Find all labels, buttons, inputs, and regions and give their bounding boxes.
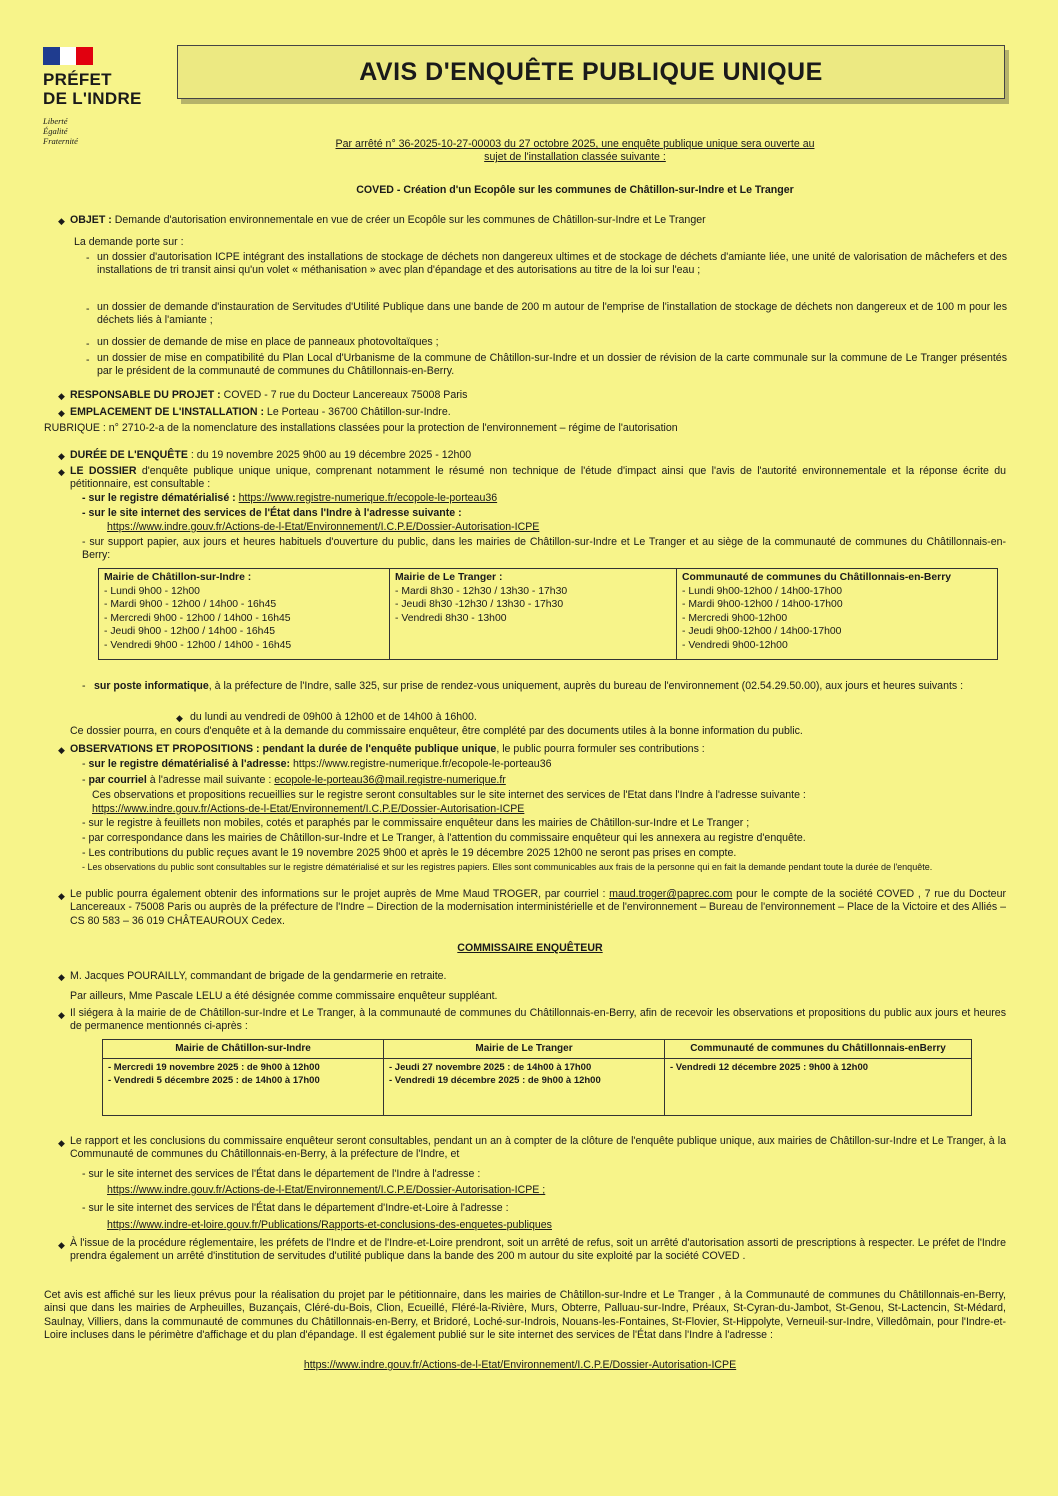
dossier-registre-label: - sur le registre dématérialisé : [82,492,239,504]
info-text-2: pour le compte de la société COVED , 7 rue du Docteur Lancereaux - 75008 Paris ou auprès de la préfecture de l'Indre – Direction de la modernisation interministérielle et de l'environnement – Bureau de l'environnement – Place de la Victoire et des Alliés – CS 80 583 – 36 019 CHÂTEAUROUX Cedex. [70,888,1006,927]
observations-feuillets-text: sur le registre à feuillets non mobiles, cotés et paraphés par le commissaire enquêteur dans les mairies de Châtillon-sur-Indre et Le Tranger ; [88,817,750,829]
hours-row: - Vendredi 9h00-12h00 [682,639,788,651]
objet-intro: La demande porte sur : [74,236,184,248]
poste-text: , à la préfecture de l'Indre, salle 325, sur prise de rendez-vous uniquement, auprès du bureau de l'environnement (02.54.29.50.00), aux jours et heures suivants : [208,680,964,692]
motto-fraternite: Fraternité [43,136,78,146]
observations-publication: Ces observations et propositions recueillies sur le registre seront consultables sur le site internet des services de l'Etat dans l'Indre à l'adresse suivante : [92,789,806,801]
rapport-indre-label: sur le site internet des services de l'État dans le département de l'Indre à l'adresse : [88,1168,481,1180]
diamond-bullet-icon: ◆ [58,972,65,982]
intro-line-1: Par arrêté n° 36-2025-10-27-00003 du 27 octobre 2025, une enquête publique unique sera ouverte au [335,138,815,150]
hours-row: - Vendredi 9h00 - 12h00 / 14h00 - 16h45 [104,639,292,651]
objet-label: OBJET : [70,214,112,226]
affichage-text: Cet avis est affiché sur les lieux prévus pour la réalisation du projet par le pétitionnaire, dans les mairies de Châtillon-sur-Indre et Le Tranger , à la Communauté de communes du Châtillonnais-en-Berry, ainsi que dans les mairies de Arpheuilles, Buzançais, Cléré-du-Bois, Clion, Ecueillé, Fléré-la-Rivière, Murs, Obterre, Palluau-sur-Indre, Préaux, St-Cyran-du-Jambot, St-Genou, St-Lactencin, St-Médard, Saulnay, Villiers, dans la communauté de communes du Châtillonnais-en-Berry, et Bridoré, Loché-sur-Indrois, Nouans-les-Fontaines, St-Flovier, St-Hippolyte, Verneuil-sur-Indre, Villedômain, pour l'Indre-et-Loire incluses dans le périmètre d'affichage et du plan d'épandage. Il est également publié sur le site internet des services de l'État dans l'Indre à l'adresse : [44,1289,1006,1342]
diamond-bullet-icon: ◆ [58,391,65,401]
observations-correspondance: - par correspondance dans les mairies de Châtillon-sur-Indre et Le Tranger, à l'attention du commissaire enquêteur qui les annexera au registre d'enquête. [82,832,806,844]
brand-line-1: PRÉFET [43,70,112,89]
permanence-row: - Vendredi 12 décembre 2025 : 9h00 à 12h00 [670,1061,869,1073]
motto-liberte: Liberté [43,116,68,126]
opening-hours-table [98,568,998,660]
hours-row: - Mardi 9h00-12h00 / 14h00-17h00 [682,599,843,610]
dash-icon: - [82,680,86,692]
intro-line-2: sujet de l'installation classée suivante : [484,151,666,164]
hours-row: - Jeudi 9h00-12h00 / 14h00-17h00 [682,626,842,637]
diamond-bullet-icon: ◆ [58,745,65,755]
responsable-section [70,389,467,402]
dossier-text: d'enquête publique unique unique, comprenant notamment le résumé non technique de l'étude d'impact ainsi que l'avis de l'autorité environnementale et la réponse écrite du pétitionnaire, est consultable : [70,465,1006,491]
observations-registre-label: sur le registre dématérialisé à l'adresse: [88,758,291,770]
permanence-row: - Vendredi 19 décembre 2025 : de 9h00 à 12h00 [389,1075,601,1086]
commissaire-siege: Il siégera à la mairie de de Châtillon-sur-Indre et Le Tranger, à la communauté de communes du Châtillonnais-en-Berry, afin de recevoir les observations et propositions du public aux jours et heures de permanence mentionnés ci-après : [70,1007,1006,1033]
hours-row: - Mardi 8h30 - 12h30 / 13h30 - 17h30 [395,585,568,597]
observations-feuillets: - sur le registre à feuillets non mobiles, cotés et paraphés par le commissaire enquêteur dans les mairies de Châtillon-sur-Indre et Le Tranger ; [82,817,750,829]
permanences-cell-communaute [665,1058,972,1115]
rapport-indre-et-loire: - sur le site internet des services de l'État dans le département d'Indre-et-Loire à l'adresse : [82,1202,509,1214]
emplacement-text: Le Porteau - 36700 Châtillon-sur-Indre. [263,406,451,418]
diamond-bullet-icon: ◆ [58,216,65,226]
permanence-row: - Vendredi 5 décembre 2025 : de 14h00 à 17h00 [108,1075,320,1086]
duree-label: DURÉE DE L'ENQUÊTE [70,449,188,461]
observations-section [70,743,705,756]
rapport-il-label: sur le site internet des services de l'État dans le département d'Indre-et-Loire à l'adresse : [88,1202,509,1214]
title-box [177,45,1005,99]
observations-courriel-label: par courriel [88,774,147,786]
diamond-bullet-icon: ◆ [58,1240,65,1250]
prefecture-name [43,70,142,108]
hours-row: - Vendredi 8h30 - 13h00 [395,612,507,624]
hours-title: Mairie de Châtillon-sur-Indre : [104,572,252,583]
dossier-registre [82,492,497,505]
observations-courriel: - par courriel à l'adresse mail suivante : ecopole-le-porteau36@mail.registre-numerique.fr [82,774,506,786]
objet-item-sup: un dossier de demande d'instauration de Servitudes d'Utilité Publique dans une bande de 200 m autour de l'emprise de l'installation de stockage de déchets non dangereux et de 100 m pour les déchets liés à l'amiante ; [97,301,1007,327]
dossier-papier: - sur support papier, aux jours et heures habituels d'ouverture du public, dans les mairies de Châtillon-sur-Indre et Le Tranger et au siège de la communauté de communes du Châtillonnais-en-Berry: [82,536,1006,562]
objet-item-photovoltaique: un dossier de demande de mise en place de panneaux photovoltaïques ; [97,336,439,348]
hours-row: - Jeudi 9h00 - 12h00 / 14h00 - 16h45 [104,626,275,637]
rapport-text: Le rapport et les conclusions du commissaire enquêteur seront consultables, pendant un an à compter de la clôture de l'enquête publique unique, aux mairies de Châtillon-sur-Indre et Le Tranger, à la Communauté de communes du Châtillonnais-en-Berry, à la préfecture de l'Indre, et [70,1135,1006,1161]
permanences-table [102,1039,972,1116]
registre-link[interactable]: https://www.registre-numerique.fr/ecopole-le-porteau36 [290,758,552,770]
dash-icon: - [86,303,90,315]
hours-title: Communauté de communes du Châtillonnais-en-Berry [682,572,952,583]
indre-gouv-link[interactable]: https://www.indre.gouv.fr/Actions-de-l-Etat/Environnement/I.C.P.E/Dossier-Autorisation-ICPE [303,1359,737,1371]
commissaire-heading: COMMISSAIRE ENQUÊTEUR [457,942,603,954]
hours-row: - Lundi 9h00 - 12h00 [104,585,200,597]
diamond-bullet-icon: ◆ [58,1010,65,1020]
permanences-header: Mairie de Châtillon-sur-Indre [103,1040,384,1059]
permanences-header: Communauté de communes du Châtillonnais-enBerry [665,1040,972,1059]
objet-item-plu: un dossier de mise en compatibilité du Plan Local d'Urbanisme de la commune de Châtillon-sur-Indre et un dossier de révision de la carte communale sur la commune de Le Tranger présentés par le président de la communauté de communes du Châtillonnais-en-Berry. [97,352,1007,378]
hours-cell-tranger [390,569,677,660]
permanences-header: Mairie de Le Tranger [384,1040,665,1059]
commissaire-suppleant: Par ailleurs, Mme Pascale LELU a été désignée comme commissaire enquêteur suppléant. [70,990,498,1002]
objet-section [70,214,1010,227]
project-subject: COVED - Création d'un Ecopôle sur les communes de Châtillon-sur-Indre et Le Tranger [356,184,794,196]
duree-text: : du 19 novembre 2025 9h00 au 19 décembre 2025 - 12h00 [187,449,472,461]
indre-gouv-link[interactable]: https://www.indre.gouv.fr/Actions-de-l-Etat/Environnement/I.C.P.E/Dossier-Autorisation-ICPE [92,803,525,815]
dossier-site-label: - sur le site internet des services de l'État dans l'Indre à l'adresse suivante : [82,507,462,519]
dossier-label: LE DOSSIER [70,465,137,477]
republic-flag-logo [43,47,93,65]
dossier-section [70,465,1006,492]
registre-email-link[interactable]: ecopole-le-porteau36@mail.registre-numerique.fr [274,774,506,786]
diamond-bullet-icon: ◆ [58,891,65,901]
indre-et-loire-gouv-link[interactable]: https://www.indre-et-loire.gouv.fr/Publications/Rapports-et-conclusions-des-enquetes-publiques [107,1219,552,1231]
dash-icon: - [86,252,90,264]
responsable-text: COVED - 7 rue du Docteur Lancereaux 75008 Paris [220,389,468,401]
indre-gouv-link[interactable]: https://www.indre.gouv.fr/Actions-de-l-Etat/Environnement/I.C.P.E/Dossier-Autorisation-ICPE ; [107,1184,546,1196]
objet-item-icpe: un dossier d'autorisation ICPE intégrant des installations de stockage de déchets non dangereux ultimes et de stockage de déchets d'amiante liée, une unité de valorisation de mâchefers et des installations de tri transit ainsi qu'un volet « méthanisation » avec plan d'épandage et des autorisations au titre de la loi sur l'eau ; [97,251,1007,277]
emplacement-label: EMPLACEMENT DE L'INSTALLATION : [70,406,264,418]
diamond-bullet-icon: ◆ [58,451,65,461]
motto-egalite: Égalité [43,126,68,136]
permanence-row: - Mercredi 19 novembre 2025 : de 9h00 à 12h00 [108,1061,320,1073]
registre-link[interactable]: https://www.registre-numerique.fr/ecopole-le-porteau36 [238,492,498,504]
hours-row: - Mercredi 9h00 - 12h00 / 14h00 - 16h45 [104,612,291,624]
dash-icon: - [86,354,90,366]
responsable-label: RESPONSABLE DU PROJET : [70,389,221,401]
emplacement-section [70,406,451,419]
info-section [70,888,1006,928]
info-text-1: Le public pourra également obtenir des informations sur le projet auprès de Mme Maud TROGER, par courriel : [70,888,610,900]
hours-title: Mairie de Le Tranger : [395,572,503,583]
poste-label: sur poste informatique [94,680,209,692]
dossier-complement: Ce dossier pourra, en cours d'enquête et à la demande du commissaire enquêteur, être complété par des documents utiles à la bonne information du public. [70,725,803,737]
hours-row: - Mardi 9h00 - 12h00 / 14h00 - 16h45 [104,599,277,610]
hours-row: - Lundi 9h00-12h00 / 14h00-17h00 [682,585,843,597]
republic-motto [43,116,78,146]
permanence-row: - Jeudi 27 novembre 2025 : de 14h00 à 17h00 [389,1061,592,1073]
commissaire-name: M. Jacques POURAILLY, commandant de brigade de la gendarmerie en retraite. [70,970,447,982]
intro-arrete [240,138,910,165]
poste-section [94,680,1006,693]
rubrique-text: RUBRIQUE : n° 2710-2-a de la nomenclature des installations classées pour la protection de l'environnement – régime de l'autorisation [44,422,678,434]
hours-row: - Mercredi 9h00-12h00 [682,612,788,624]
indre-gouv-link[interactable]: https://www.indre.gouv.fr/Actions-de-l-Etat/Environnement/I.C.P.E/Dossier-Autorisation-ICPE [107,521,540,533]
diamond-bullet-icon: ◆ [58,1138,65,1148]
observations-courriel-text: à l'adresse mail suivante : [146,774,275,786]
hours-cell-communaute [677,569,998,660]
observations-consultation-text: Les observations du public sont consultables sur le registre dématérialisé et sur les registres papiers. Elles sont communicables aux frais de la personne qui en fait la demande pendant toute la durée de l'enquête. [87,862,933,872]
hours-row: - Jeudi 8h30 -12h30 / 13h30 - 17h30 [395,599,564,610]
dash-icon: - [86,338,90,350]
hours-cell-chatillon [99,569,390,660]
contact-email-link[interactable]: maud.troger@paprec.com [609,888,733,900]
brand-line-2: DE L'INDRE [43,89,142,108]
observations-delais: - Les contributions du public reçues avant le 19 novembre 2025 9h00 et après le 19 décembre 2025 12h00 ne seront pas prises en compte. [82,847,737,859]
permanences-cell-chatillon [103,1058,384,1115]
observations-label: OBSERVATIONS ET PROPOSITIONS : pendant la durée de l'enquête publique unique [70,743,497,755]
permanences-cell-tranger [384,1058,665,1115]
rapport-indre: - sur le site internet des services de l'État dans le département de l'Indre à l'adresse : [82,1168,481,1180]
duree-section [70,449,471,462]
observations-text: , le public pourra formuler ses contributions : [496,743,705,755]
issue-text: À l'issue de la procédure réglementaire, les préfets de l'Indre et de l'Indre-et-Loire prendront, soit un arrêté de refus, soit un arrêté d'autorisation assorti de prescriptions à respecter. Le préfet de l'Indre prendra également un arrêté d'institution de servitudes d'utilité publique dans la bande des 200 m autour du site exploité par la société COVED . [70,1237,1006,1263]
observations-consultation: - Les observations du public sont consultables sur le registre dématérialisé et sur les registres papiers. Elles sont communicables aux frais de la personne qui en fait la demande pendant toute la durée de l'enquête. [82,862,933,872]
objet-text: Demande d'autorisation environnementale en vue de créer un Ecopôle sur les communes de Châtillon-sur-Indre et Le Tranger [111,214,706,226]
observations-delais-text: Les contributions du public reçues avant le 19 novembre 2025 9h00 et après le 19 décembre 2025 12h00 ne seront pas prises en compte. [88,847,737,859]
diamond-bullet-icon: ◆ [176,713,183,723]
diamond-bullet-icon: ◆ [58,467,65,477]
diamond-bullet-icon: ◆ [58,408,65,418]
observations-correspondance-text: par correspondance dans les mairies de Châtillon-sur-Indre et Le Tranger, à l'attention du commissaire enquêteur qui les annexera au registre d'enquête. [88,832,806,844]
page-title: AVIS D'ENQUÊTE PUBLIQUE UNIQUE [359,57,823,86]
observations-registre: - sur le registre dématérialisé à l'adresse: https://www.registre-numerique.fr/ecopole-le-porteau36 [82,758,552,770]
poste-hours: du lundi au vendredi de 09h00 à 12h00 et de 14h00 à 16h00. [190,711,477,723]
